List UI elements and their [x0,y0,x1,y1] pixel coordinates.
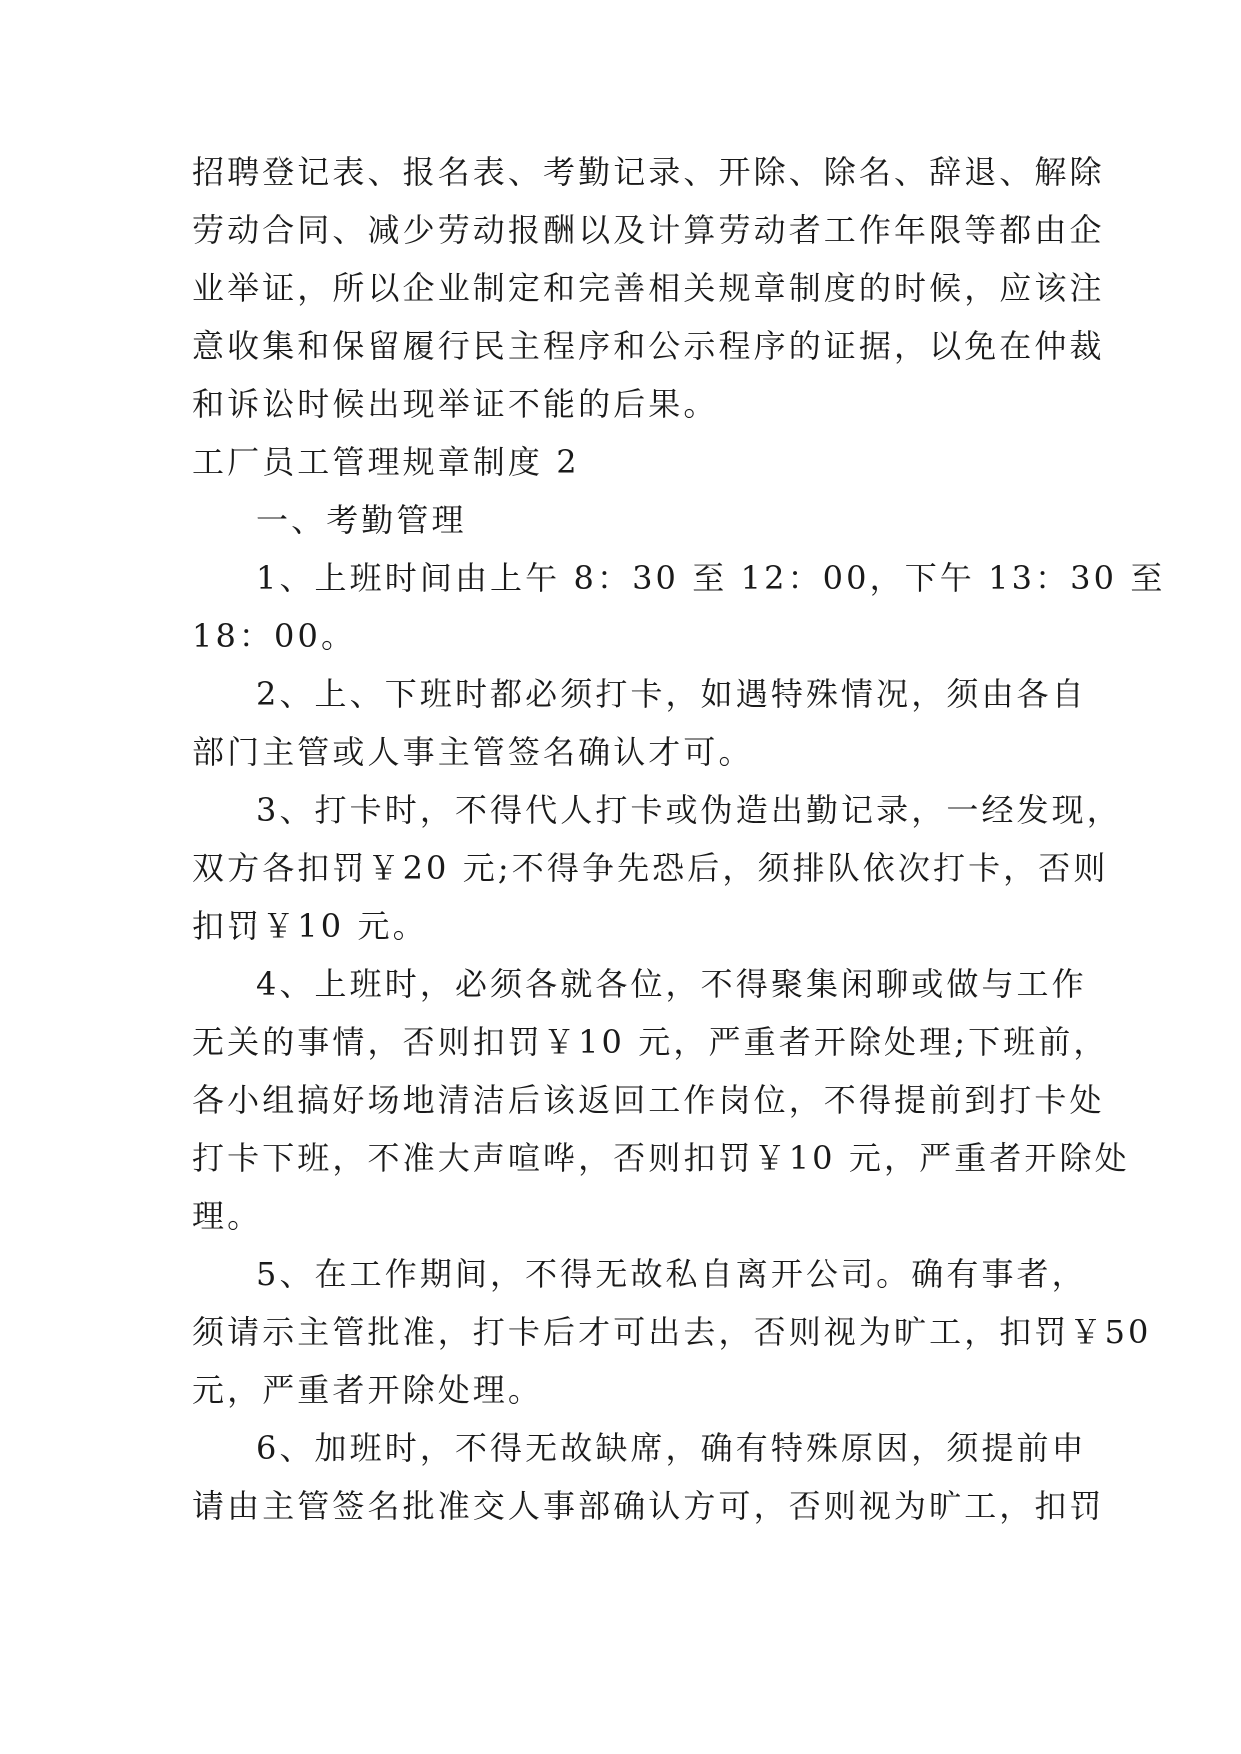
paragraph-line: 意收集和保留履行民主程序和公示程序的证据，以免在仲裁 [192,327,1105,365]
rule-line: 3、打卡时，不得代人打卡或伪造出勤记录，一经发现， [256,791,1122,829]
rule-line: 4、上班时，必须各就各位，不得聚集闲聊或做与工作 [256,965,1087,1003]
rule-line: 须请示主管批准，打卡后才可出去，否则视为旷工，扣罚￥50 [192,1313,1152,1351]
rule-line: 双方各扣罚￥20 元;不得争先恐后，须排队依次打卡，否则 [192,849,1109,887]
rule-line: 打卡下班，不准大声喧哗，否则扣罚￥10 元，严重者开除处 [192,1139,1130,1177]
rule-line: 元，严重者开除处理。 [192,1371,544,1409]
paragraph-line: 业举证，所以企业制定和完善相关规章制度的时候，应该注 [192,269,1105,307]
rule-line: 5、在工作期间，不得无故私自离开公司。确有事者， [256,1255,1087,1293]
paragraph-line: 和诉讼时候出现举证不能的后果。 [192,385,719,423]
rule-line: 1、上班时间由上午 8：30 至 12：00，下午 13：30 至 [256,559,1166,597]
paragraph-line: 劳动合同、减少劳动报酬以及计算劳动者工作年限等都由企 [192,211,1105,249]
rule-line: 各小组搞好场地清洁后该返回工作岗位，不得提前到打卡处 [192,1081,1105,1119]
section-heading: 一、考勤管理 [256,501,467,539]
rule-line: 6、加班时，不得无故缺席，确有特殊原因，须提前申 [256,1429,1087,1467]
rule-line: 部门主管或人事主管签名确认才可。 [192,733,754,771]
rule-line: 无关的事情，否则扣罚￥10 元，严重者开除处理;下班前， [192,1023,1109,1061]
rule-line: 2、上、下班时都必须打卡，如遇特殊情况，须由各自 [256,675,1087,713]
section-title: 工厂员工管理规章制度 2 [192,443,580,481]
rule-line: 扣罚￥10 元。 [192,907,428,945]
paragraph-line: 招聘登记表、报名表、考勤记录、开除、除名、辞退、解除 [192,153,1105,191]
rule-line: 请由主管签名批准交人事部确认方可，否则视为旷工，扣罚 [192,1487,1105,1525]
rule-line: 18：00。 [192,617,357,655]
rule-line: 理。 [192,1197,263,1235]
